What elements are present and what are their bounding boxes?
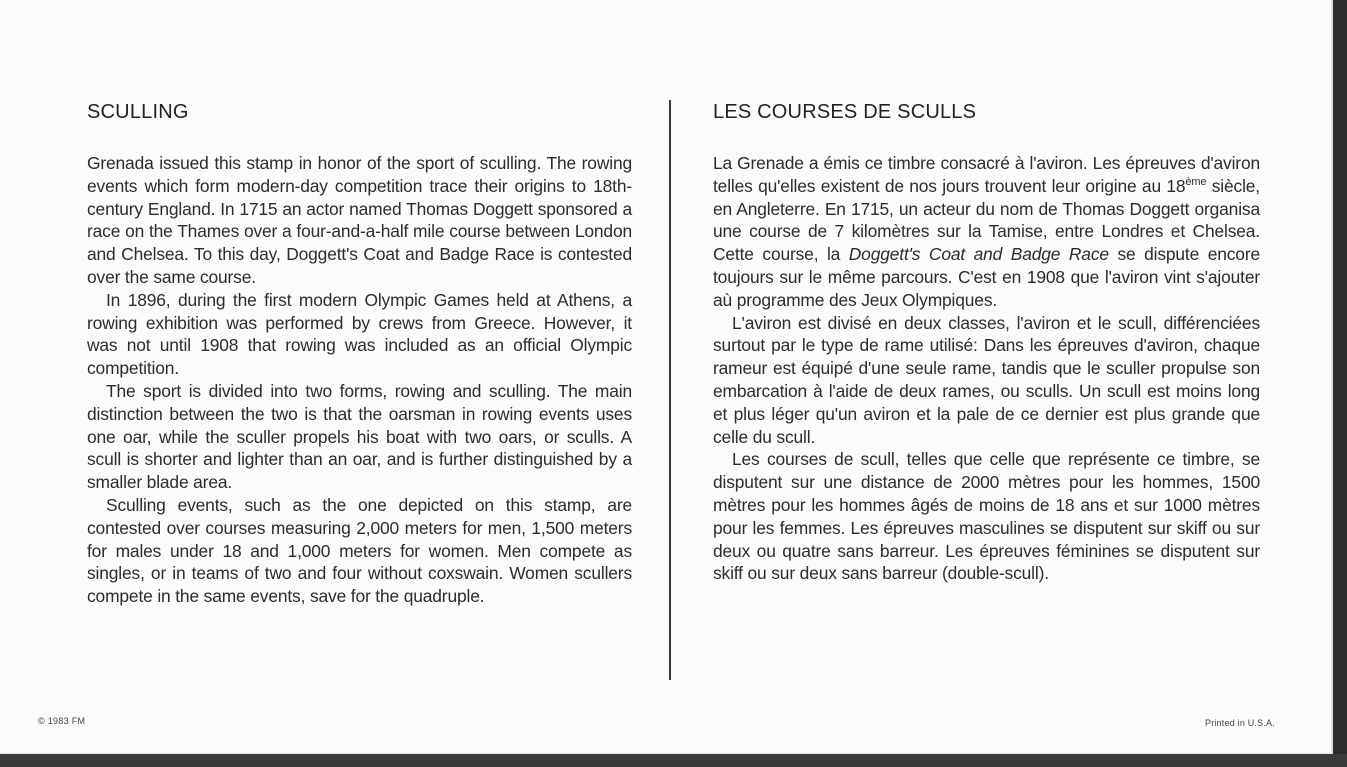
french-paragraph-2: L'aviron est divisé en deux classes, l'aviron et le scull, différenciées surtout par le type de rame utilisé: Dans les épreuves d'aviron, chaque rameur est équipé d'une seule rame, tandis que le sculler propulse son embarcation à l'aide de deux rames, ou sculls. Un scull est moins long et plus léger qu'un aviron et la pale de ce dernier est plus grande que celle du scull. [713,312,1260,447]
english-body [87,152,632,608]
english-heading: SCULLING [87,101,189,123]
scan-edge-bottom [0,754,1347,767]
english-paragraph-2: In 1896, during the first modern Olympic Games held at Athens, a rowing exhibition was performed by crews from Greece. However, it was not until 1908 that rowing was included as an official Olympic competition. [87,289,632,379]
english-paragraph-4: Sculling events, such as the one depicted on this stamp, are contested over courses measuring 2,000 meters for men, 1,500 meters for males under 18 and 1,000 meters for women. Men compete as singles, or in teams of two and four without coxswain. Women scullers compete in the same events, save for the quadruple. [87,494,632,607]
french-body [713,152,1260,585]
english-paragraph-1: Grenada issued this stamp in honor of the sport of sculling. The rowing events which form modern-day competition trace their origins to 18th-century England. In 1715 an actor named Thomas Doggett sponsored a race on the Thames over a four-and-a-half mile course between London and Chelsea. To this day, Doggett's Coat and Badge Race is contested over the same course. [87,153,632,287]
english-paragraph-3: The sport is divided into two forms, rowing and sculling. The main distinction between the two is that the oarsman in rowing events uses one oar, while the sculler propels his boat with two oars, or sculls. A scull is shorter and lighter than an oar, and is further distinguished by a smaller blade area. [87,380,632,493]
column-divider [669,100,671,680]
printed-in-notice: Printed in U.S.A. [1205,718,1275,728]
french-p1-superscript: ème [1185,176,1207,188]
french-p1-part-a: La Grenade a émis ce timbre consacré à l'aviron. Les épreuves d'aviron telles qu'elles existent de nos jours trouvent leur origine au 18 [713,153,1260,196]
french-column [713,98,1260,585]
french-p1-part-c: se dispute encore toujours sur le même parcours. C'est en 1908 que l'aviron vint s'ajouter aù programme des Jeux Olympiques. [713,244,1260,310]
english-column [87,98,632,608]
copyright-notice: © 1983 FM [38,716,86,726]
french-paragraph-3: Les courses de scull, telles que celle que représente ce timbre, se disputent sur une distance de 2000 mètres pour les hommes, 1500 mètres pour les hommes âgés de moins de 18 ans et sur 1000 mètres pour les femmes. Les épreuves masculines se disputent sur skiff ou sur deux ou quatre sans barreur. Les épreuves féminines se disputent sur skiff ou sur deux sans barreur (double-scull). [713,449,1260,584]
french-heading: LES COURSES DE SCULLS [713,101,977,123]
french-paragraph-1 [713,152,1260,312]
french-p1-italic-race-name: Doggett's Coat and Badge Race [848,244,1109,265]
scan-edge-right [1333,0,1347,767]
french-p1-part-b: siècle, en Angleterre. En 1715, un acteur du nom de Thomas Doggett organisa une course de 7 kilomètres sur la Tamise, entre Londres et Chelsea. Cette course, la [713,175,1260,265]
